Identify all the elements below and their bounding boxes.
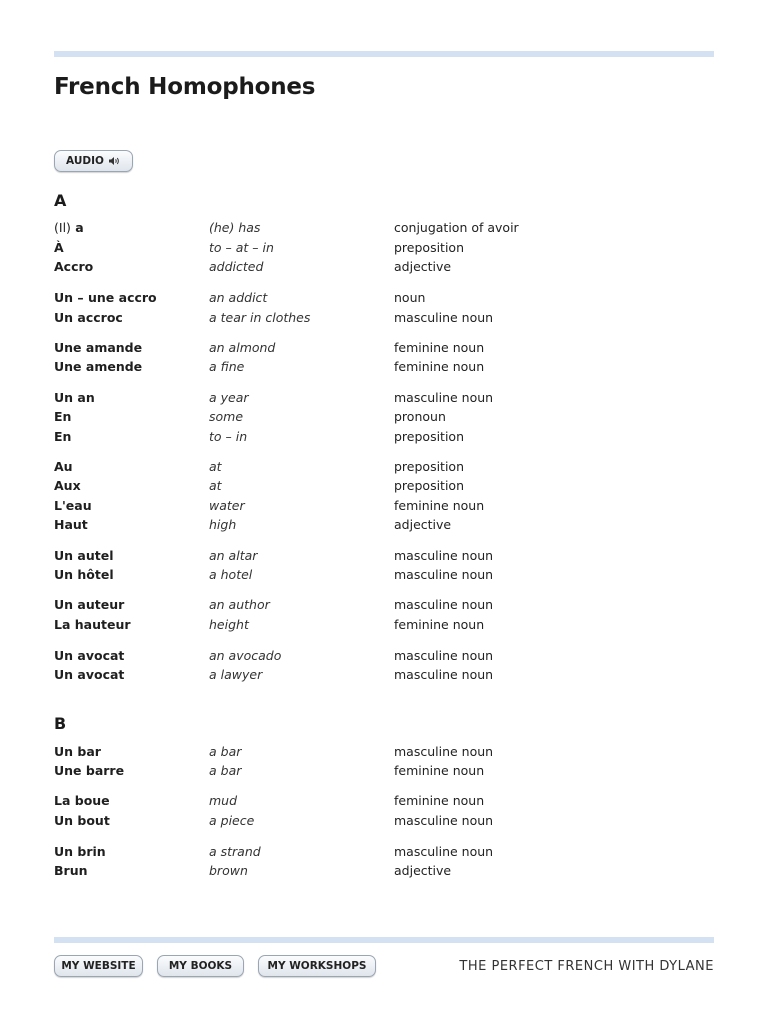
french-word: Un an [54, 390, 95, 405]
french-word: Un avocat [54, 667, 125, 682]
grammar-note: masculine noun [394, 813, 494, 828]
vocab-row [54, 239, 714, 257]
my-workshops-button[interactable]: MY WORKSHOPS [258, 955, 376, 977]
grammar-note: adjective [394, 863, 452, 878]
english-meaning: a year [209, 390, 249, 405]
english-meaning: an almond [209, 340, 276, 355]
english-meaning: a hotel [209, 567, 253, 582]
french-word: En [54, 429, 72, 444]
vocab-row [54, 389, 714, 407]
english-meaning: at [209, 478, 222, 493]
site-brand: THE PERFECT FRENCH WITH DYLANE [459, 959, 714, 974]
vocab-row [54, 596, 714, 614]
grammar-note: preposition [394, 478, 465, 493]
french-word: Un avocat [54, 648, 125, 663]
grammar-note: masculine noun [394, 597, 494, 612]
grammar-note: feminine noun [394, 763, 485, 778]
grammar-note: masculine noun [394, 310, 494, 325]
french-word: Un accroc [54, 310, 123, 325]
grammar-note: feminine noun [394, 793, 485, 808]
english-meaning: an addict [209, 290, 268, 305]
french-word: L'eau [54, 498, 92, 513]
french-word: Un brin [54, 844, 106, 859]
french-word: Un hôtel [54, 567, 114, 582]
audio-button[interactable] [54, 150, 133, 172]
grammar-note: masculine noun [394, 567, 494, 582]
grammar-note: masculine noun [394, 648, 494, 663]
english-meaning: an altar [209, 548, 258, 563]
vocab-row [54, 743, 714, 761]
vocab-row [54, 309, 714, 327]
vocab-row [54, 458, 714, 476]
english-meaning: a piece [209, 813, 255, 828]
vocab-row [54, 428, 714, 446]
french-word: Brun [54, 863, 88, 878]
french-word [54, 219, 84, 237]
english-meaning: brown [209, 863, 248, 878]
french-word: Un autel [54, 548, 114, 563]
french-word: Au [54, 459, 73, 474]
page-title: French Homophones [54, 74, 316, 100]
grammar-note: masculine noun [394, 667, 494, 682]
french-word: La boue [54, 793, 110, 808]
english-meaning: at [209, 459, 222, 474]
grammar-note: feminine noun [394, 498, 485, 513]
vocab-row [54, 666, 714, 684]
vocab-row [54, 477, 714, 495]
vocab-row [54, 408, 714, 426]
french-word: Accro [54, 259, 94, 274]
vocab-row [54, 289, 714, 307]
vocab-row [54, 339, 714, 357]
vocab-row [54, 647, 714, 665]
french-word: Un bar [54, 744, 101, 759]
english-meaning: a strand [209, 844, 261, 859]
vocab-row [54, 862, 714, 880]
english-meaning: (he) has [209, 220, 261, 235]
grammar-note: noun [394, 290, 426, 305]
french-word: Une amande [54, 340, 143, 355]
french-word: La hauteur [54, 617, 131, 632]
english-meaning: a fine [209, 359, 245, 374]
section-letter-a: A [54, 191, 67, 210]
french-word: Un bout [54, 813, 110, 828]
english-meaning: high [209, 517, 237, 532]
vocab-row [54, 566, 714, 584]
english-meaning: mud [209, 793, 238, 808]
vocab-row [54, 516, 714, 534]
grammar-note: pronoun [394, 409, 446, 424]
french-word: Un – une accro [54, 290, 157, 305]
my-website-button[interactable]: MY WEBSITE [54, 955, 143, 977]
english-meaning: an author [209, 597, 270, 612]
top-divider [54, 51, 714, 57]
vocab-row [54, 358, 714, 376]
section-letter-b: B [54, 714, 67, 733]
vocab-row [54, 258, 714, 276]
vocab-row [54, 219, 714, 237]
english-meaning: an avocado [209, 648, 282, 663]
audio-button-label: AUDIO [66, 155, 104, 167]
english-meaning: to – in [209, 429, 248, 444]
french-word: À [54, 240, 64, 255]
vocab-row [54, 812, 714, 830]
grammar-note: adjective [394, 517, 452, 532]
english-meaning: a bar [209, 763, 242, 778]
french-word: Un auteur [54, 597, 125, 612]
french-word: Une amende [54, 359, 143, 374]
vocab-row [54, 843, 714, 861]
english-meaning: a tear in clothes [209, 310, 311, 325]
speaker-icon [108, 156, 121, 166]
english-meaning: height [209, 617, 249, 632]
grammar-note: masculine noun [394, 548, 494, 563]
bottom-divider [54, 937, 714, 943]
grammar-note: masculine noun [394, 744, 494, 759]
grammar-note: masculine noun [394, 844, 494, 859]
vocab-row [54, 497, 714, 515]
vocab-row [54, 547, 714, 565]
grammar-note: preposition [394, 240, 465, 255]
vocab-row [54, 792, 714, 810]
english-meaning: a bar [209, 744, 242, 759]
english-meaning: water [209, 498, 245, 513]
grammar-note: conjugation of avoir [394, 220, 519, 235]
french-word: En [54, 409, 72, 424]
french-word-main: a [75, 220, 84, 235]
grammar-note: feminine noun [394, 340, 485, 355]
english-meaning: addicted [209, 259, 264, 274]
grammar-note: adjective [394, 259, 452, 274]
english-meaning: some [209, 409, 244, 424]
grammar-note: preposition [394, 459, 465, 474]
grammar-note: feminine noun [394, 617, 485, 632]
french-word: Aux [54, 478, 81, 493]
english-meaning: a lawyer [209, 667, 263, 682]
my-books-button[interactable]: MY BOOKS [157, 955, 244, 977]
vocab-row [54, 762, 714, 780]
english-meaning: to – at – in [209, 240, 274, 255]
grammar-note: preposition [394, 429, 465, 444]
subject-pronoun: (Il) [54, 220, 71, 235]
grammar-note: masculine noun [394, 390, 494, 405]
french-word: Une barre [54, 763, 125, 778]
grammar-note: feminine noun [394, 359, 485, 374]
vocab-row [54, 616, 714, 634]
french-word: Haut [54, 517, 88, 532]
